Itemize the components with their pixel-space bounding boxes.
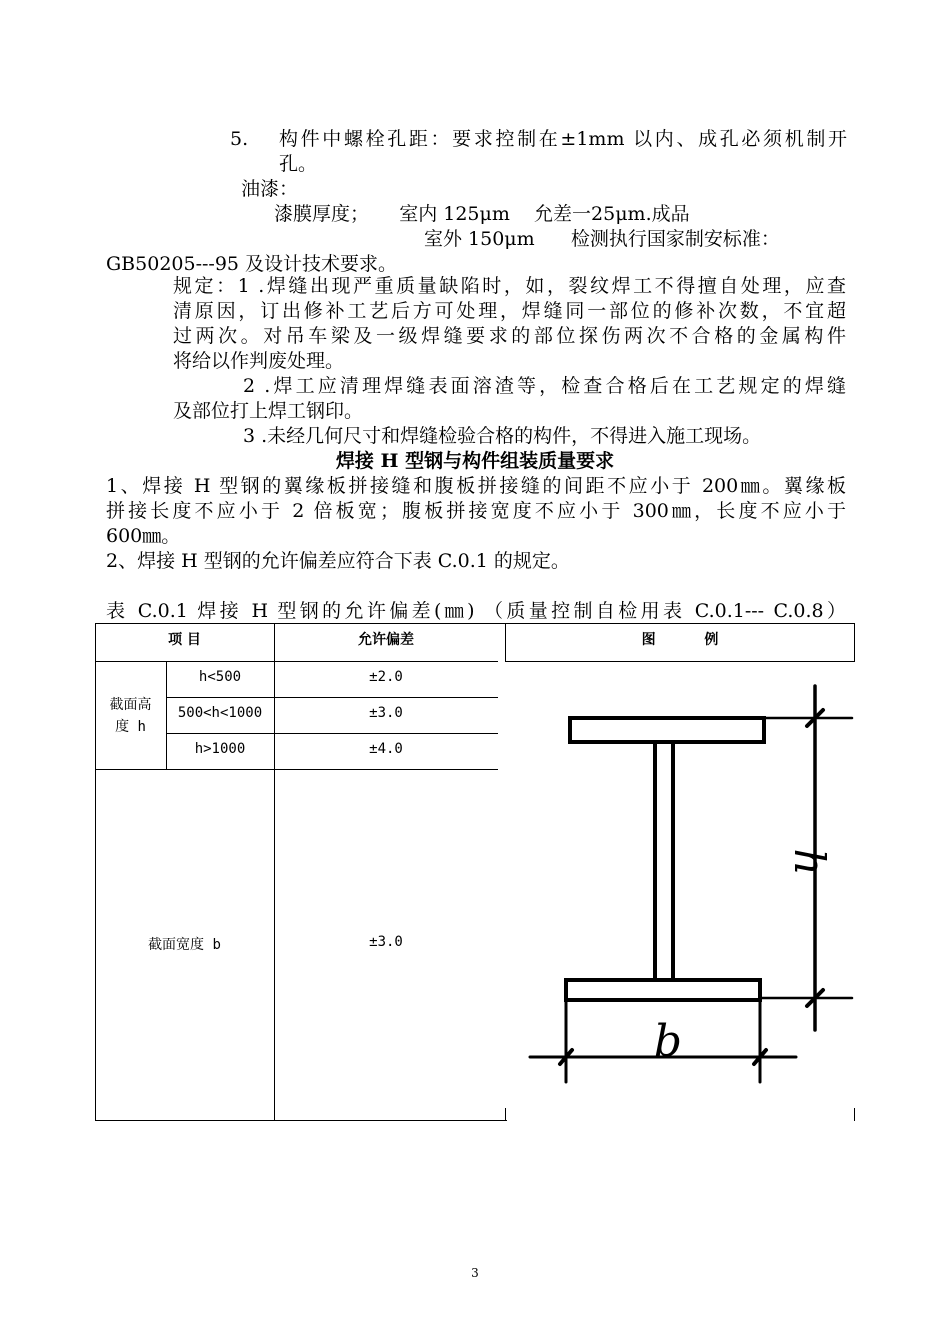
- rule1-line3: 过两次。对吊车梁及一级焊缝要求的部位探伤两次不合格的金属构件: [173, 325, 846, 347]
- b-label: b: [653, 1016, 683, 1067]
- section-p2: 2、焊接 H 型钢的允许偏差应符合下表 C.0.1 的规定。: [106, 550, 570, 572]
- h-label: h: [785, 848, 834, 876]
- rule1-line1: 规定：1 .焊缝出现严重质量缺陷时，如，裂纹焊工不得擅自处理，应查: [173, 275, 846, 297]
- paint-line1: 漆膜厚度； 室内 125μm 允差一25μm.成品: [274, 203, 690, 225]
- paint-heading: 油漆：: [241, 178, 299, 200]
- item5-line1: 构件中螺栓孔距：要求控制在±1mm 以内、成孔必须机制开: [279, 128, 847, 150]
- section-p1-line1: 1、焊接 H 型钢的翼缘板拼接缝和腹板拼接缝的间距不应小于 200㎜。翼缘板: [106, 475, 846, 497]
- row-cond-2: 500<h<1000: [177, 705, 263, 721]
- section-height-label: 截面高 度 h: [109, 697, 152, 735]
- section-p1-line3: 600㎜。: [106, 525, 181, 547]
- rule2-line2: 及部位打上焊工钢印。: [173, 400, 364, 422]
- page-number: 3: [471, 1266, 479, 1280]
- rule3: 3 .未经几何尺寸和焊缝检验合格的构件，不得进入施工现场。: [243, 425, 762, 447]
- row-value-3: ±4.0: [369, 741, 403, 757]
- item-number: 5.: [230, 128, 249, 150]
- item5-line2: 孔。: [279, 153, 318, 175]
- section-p1-line2: 拼接长度不应小于 2 倍板宽；腹板拼接宽度不应小于 300㎜，长度不应小于: [106, 500, 846, 522]
- paint-line2: 室外 150μm 检测执行国家制安标准：: [424, 228, 780, 250]
- rule1-line2: 清原因，订出修补工艺后方可处理，焊缝同一部位的修补次数，不宜超: [173, 300, 846, 322]
- row-value-1: ±2.0: [369, 669, 403, 685]
- width-label: 截面宽度 b: [148, 937, 221, 953]
- header-item: 项 目: [168, 632, 201, 648]
- width-value: ±3.0: [369, 934, 403, 950]
- paint-line3: GB50205---95 及设计技术要求。: [106, 253, 398, 275]
- row-value-2: ±3.0: [369, 705, 403, 721]
- header-tolerance: 允许偏差: [358, 632, 414, 648]
- rule2-line1: 2 .焊工应清理焊缝表面溶渣等，检查合格后在工艺规定的焊缝: [243, 375, 846, 397]
- header-figure: 图 例: [641, 632, 719, 648]
- table-caption: 表 C.0.1 焊接 H 型钢的允许偏差(㎜) （质量控制自检用表 C.0.1--- C.0.8）: [106, 600, 846, 622]
- row-cond-1: h<500: [198, 669, 242, 685]
- section-title: 焊接 H 型钢与构件组装质量要求: [335, 450, 615, 472]
- row-cond-3: h>1000: [194, 741, 246, 757]
- rule1-line4: 将给以作判废处理。: [173, 350, 345, 372]
